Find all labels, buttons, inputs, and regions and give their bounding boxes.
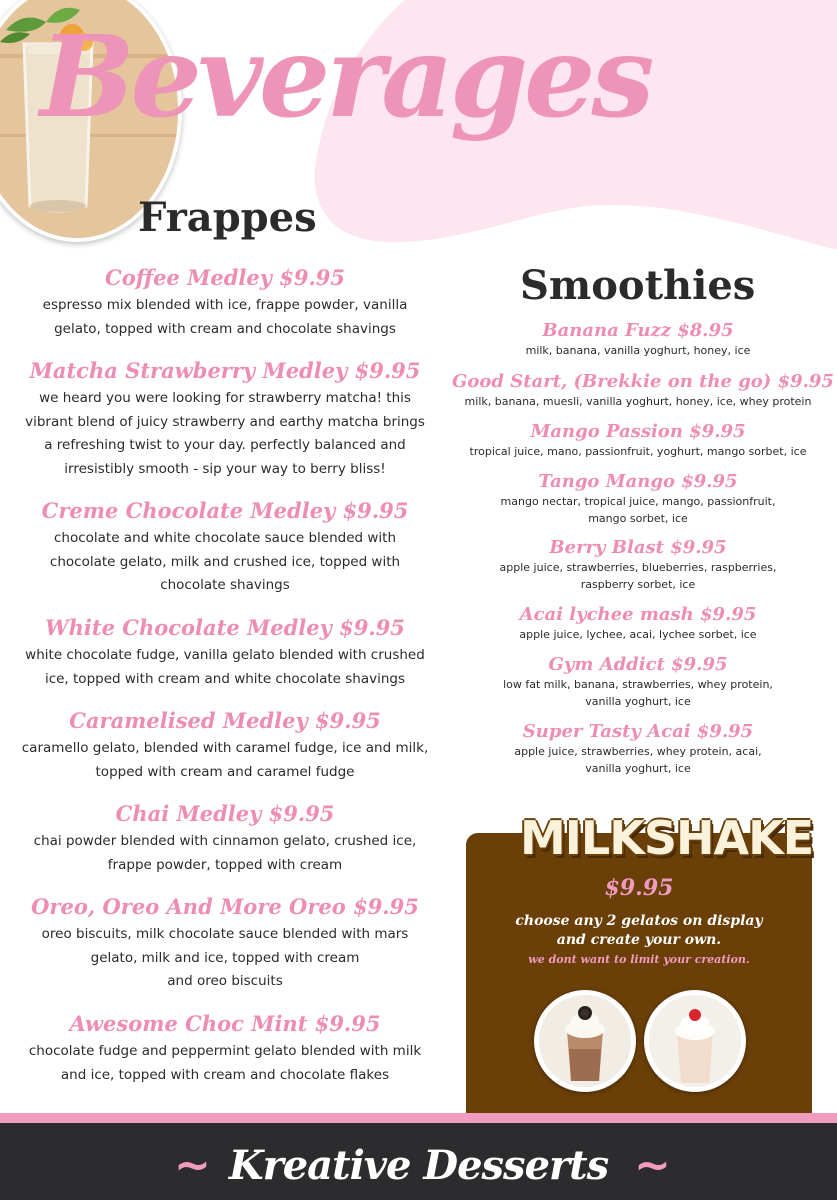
menu-item: [452, 420, 824, 461]
footer-accent-stripe: [0, 1113, 837, 1123]
item-name: Caramelised Medley $9.95: [69, 708, 381, 733]
item-name: Coffee Medley $9.95: [104, 265, 346, 290]
item-description: milk, banana, muesli, vanilla yoghurt, honey, ice, whey protein: [464, 395, 812, 408]
menu-item: [10, 614, 440, 691]
item-description: apple juice, strawberries, whey protein, acai, vanilla yoghurt, ice: [514, 745, 762, 775]
item-name: Banana Fuzz $8.95: [542, 320, 734, 341]
item-description: milk, banana, vanilla yoghurt, honey, ice: [525, 344, 751, 357]
item-description: we heard you were looking for strawberry matcha! this vibrant blend of juicy strawberry and earthy matcha brings a refreshing twist to your day. perfectly balanced and irresistibly smooth - sip your way to berry bliss!: [25, 390, 425, 477]
milkshake-photo-strawberry: [644, 990, 746, 1092]
item-description: apple juice, lychee, acai, lychee sorbet, ice: [519, 628, 757, 641]
item-name: Matcha Strawberry Medley $9.95: [29, 358, 421, 383]
item-name: Berry Blast $9.95: [549, 537, 727, 558]
milkshake-note: we dont want to limit your creation.: [528, 953, 750, 966]
menu-item: [10, 357, 440, 481]
item-name: Gym Addict $9.95: [548, 654, 728, 675]
milkshake-heading: MILKSHAKE: [520, 811, 814, 865]
item-description: tropical juice, mano, passionfruit, yoghurt, mango sorbet, ice: [469, 445, 807, 458]
item-name: Oreo, Oreo And More Oreo $9.95: [31, 894, 419, 919]
item-name: Chai Medley $9.95: [115, 801, 335, 826]
item-description: white chocolate fudge, vanilla gelato blended with crushed ice, topped with cream and white chocolate shavings: [25, 647, 425, 687]
menu-item: [452, 603, 824, 644]
milkshake-price: $9.95: [604, 875, 674, 901]
item-name: Tango Mango $9.95: [538, 471, 738, 492]
menu-item: [10, 893, 440, 994]
footer-ornament-left: ~: [174, 1140, 211, 1191]
item-name: Super Tasty Acai $9.95: [522, 721, 754, 742]
item-name: Mango Passion $9.95: [530, 421, 746, 442]
item-description: caramello gelato, blended with caramel fudge, ice and milk, topped with cream and caramel fudge: [21, 740, 429, 780]
item-description: mango nectar, tropical juice, mango, passionfruit, mango sorbet, ice: [500, 495, 776, 525]
smoothies-heading: Smoothies: [520, 262, 756, 309]
item-description: oreo biscuits, milk chocolate sauce blended with mars gelato, milk and ice, topped with cream and oreo biscuits: [41, 926, 409, 989]
menu-item: [10, 264, 440, 341]
menu-item: [452, 720, 824, 777]
item-description: chocolate fudge and peppermint gelato blended with milk and ice, topped with cream and chocolate flakes: [28, 1043, 422, 1083]
menu-item: [452, 653, 824, 710]
menu-item: [452, 370, 834, 411]
item-description: chai powder blended with cinnamon gelato, crushed ice, frappe powder, topped with cream: [33, 833, 417, 873]
menu-item: [10, 497, 440, 598]
menu-item: [452, 319, 824, 360]
menu-item: [10, 707, 440, 784]
item-name: Good Start, (Brekkie on the go) $9.95: [452, 371, 834, 392]
menu-item: [452, 536, 824, 593]
page-title: Beverages: [40, 12, 651, 143]
menu-item: [10, 800, 440, 877]
item-name: Awesome Choc Mint $9.95: [69, 1011, 381, 1036]
item-description: apple juice, strawberries, blueberries, raspberries, raspberry sorbet, ice: [499, 561, 777, 591]
item-description: espresso mix blended with ice, frappe powder, vanilla gelato, topped with cream and chocolate shavings: [42, 297, 408, 337]
item-description: low fat milk, banana, strawberries, whey protein, vanilla yoghurt, ice: [503, 678, 773, 708]
item-name: Acai lychee mash $9.95: [519, 604, 757, 625]
milkshake-description: choose any 2 gelatos on display and create your own.: [515, 913, 763, 948]
brand-name: Kreative Desserts: [228, 1142, 609, 1189]
frappes-heading: Frappes: [138, 194, 317, 241]
menu-item: [452, 470, 824, 527]
milkshake-photo-oreo: [534, 990, 636, 1092]
footer-ornament-right: ~: [634, 1140, 671, 1191]
item-name: Creme Chocolate Medley $9.95: [41, 498, 409, 523]
item-description: chocolate and white chocolate sauce blended with chocolate gelato, milk and crushed ice, topped with chocolate shavings: [49, 530, 401, 593]
item-name: White Chocolate Medley $9.95: [45, 615, 405, 640]
menu-item: [10, 1010, 440, 1087]
